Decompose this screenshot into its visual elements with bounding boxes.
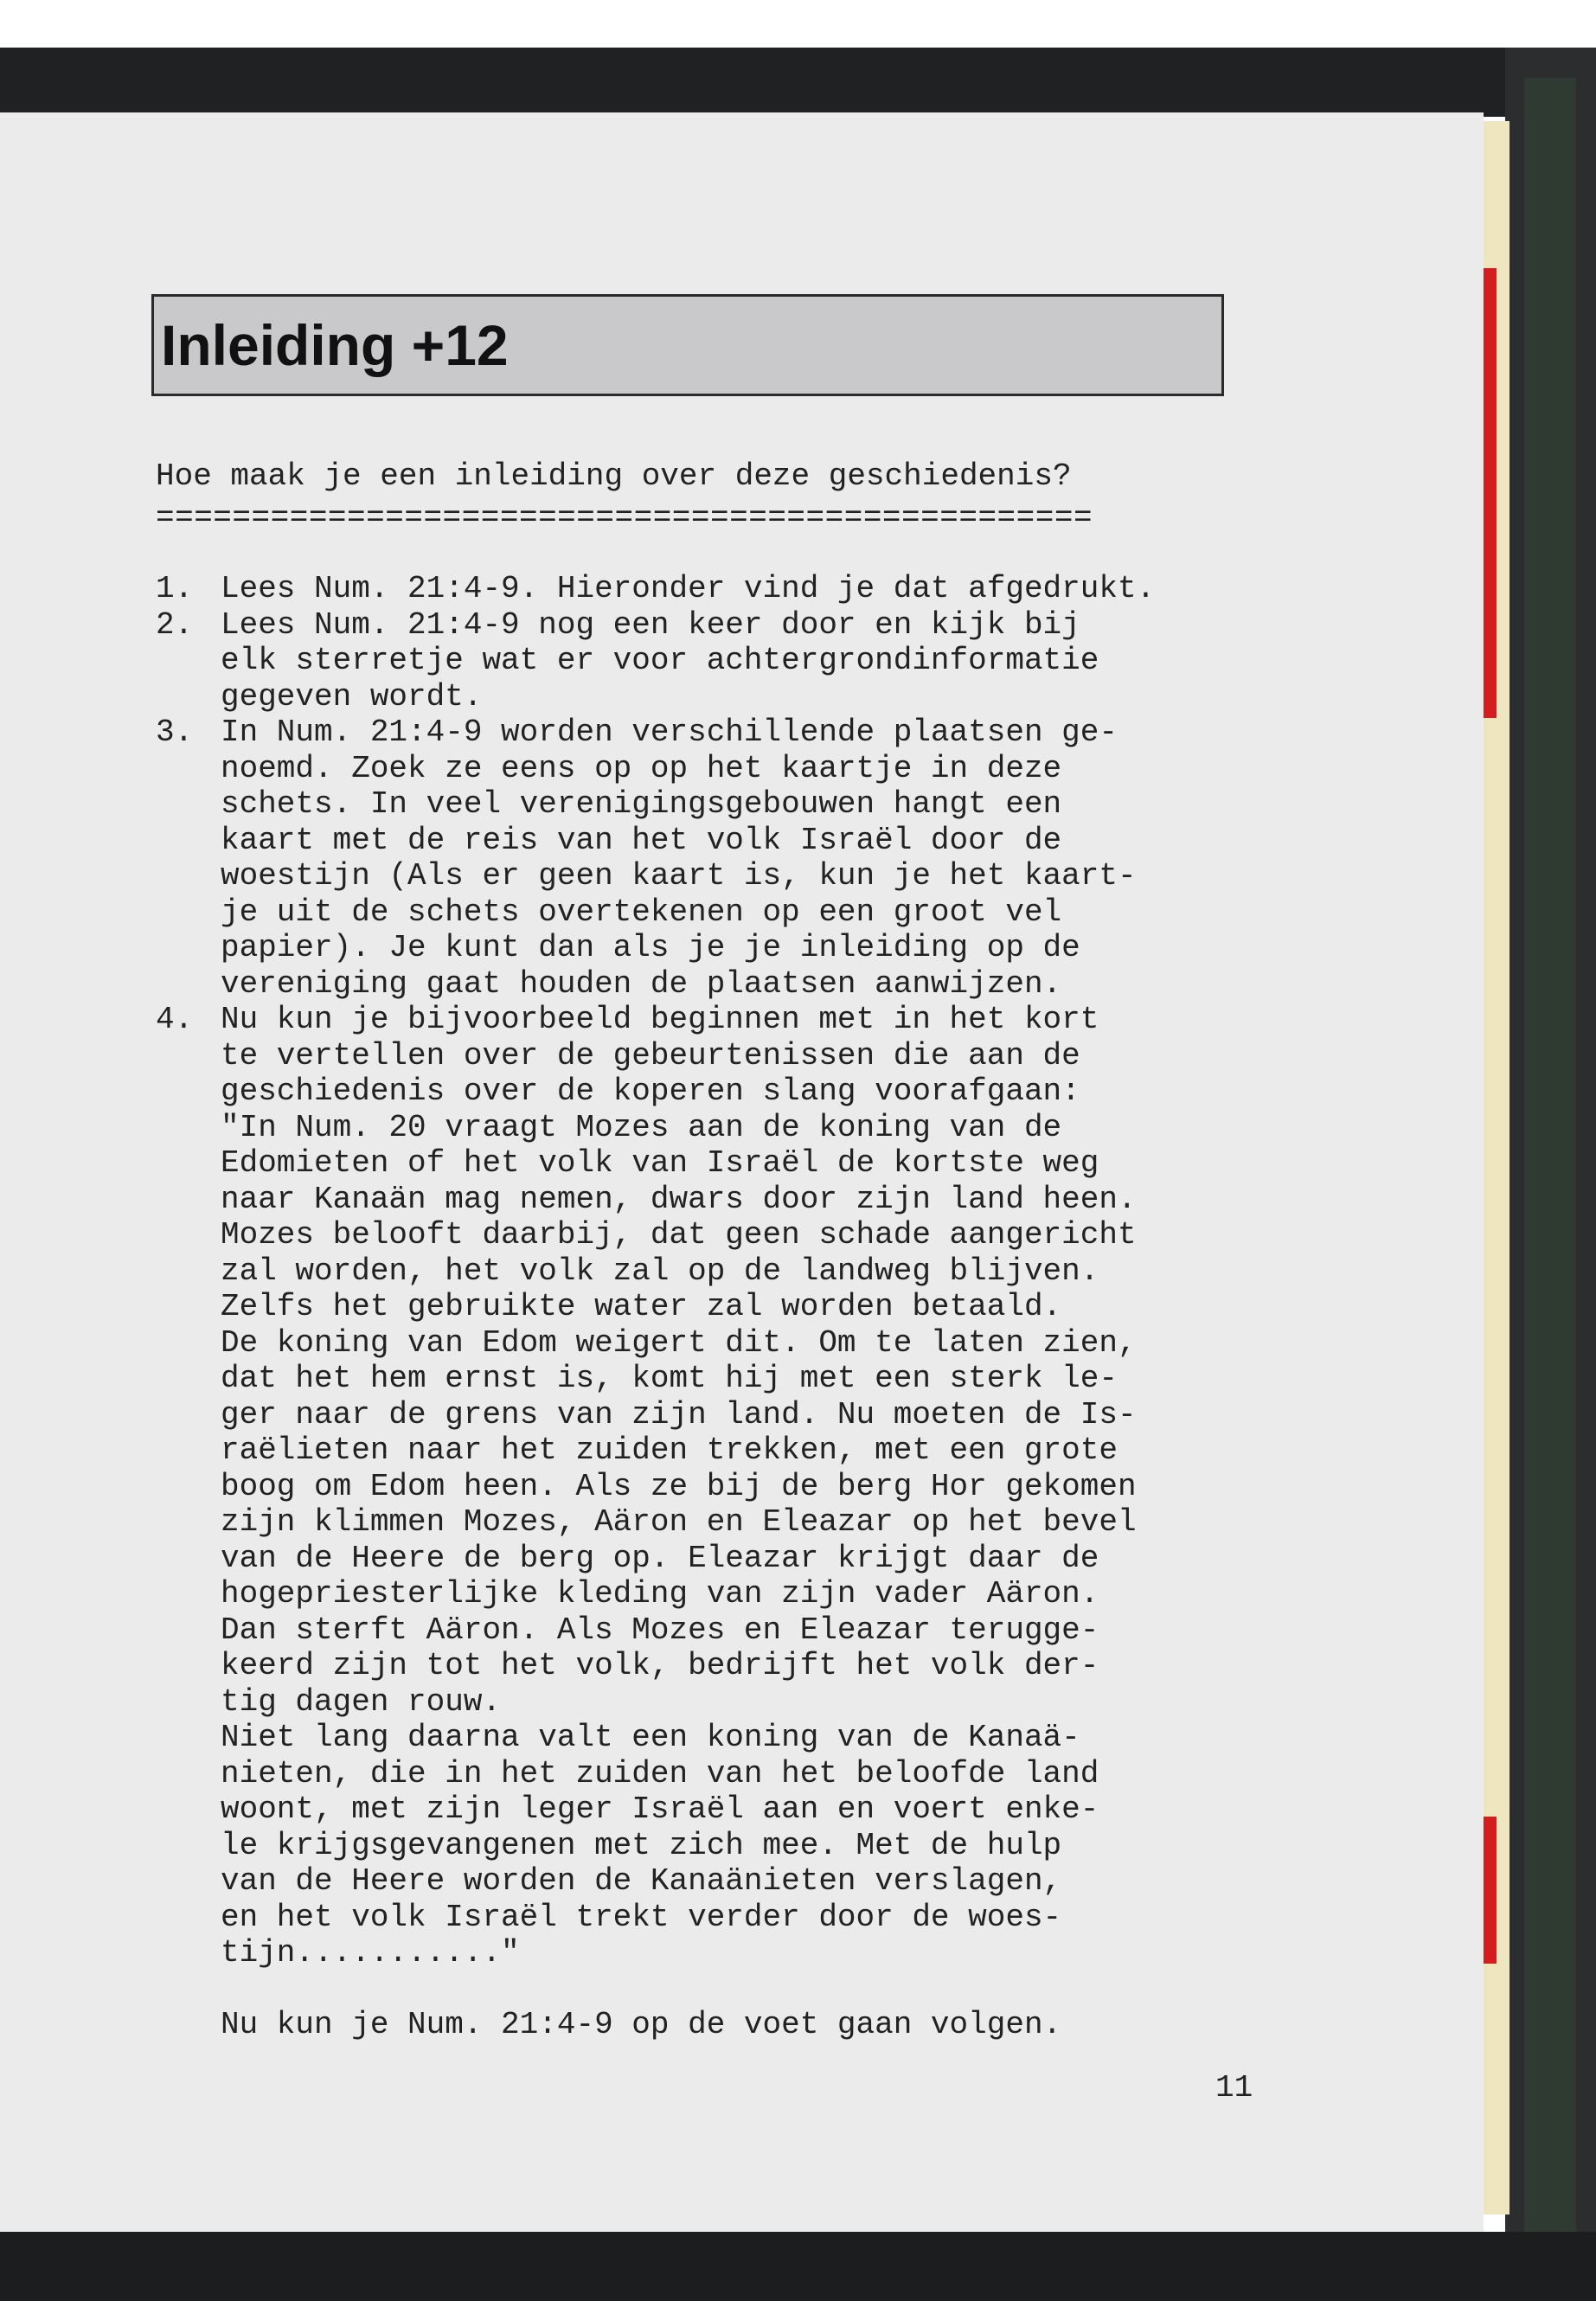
list-item bbox=[156, 571, 1156, 607]
section-heading: Inleiding +12 bbox=[161, 313, 509, 377]
list-item-line: woont, met zijn leger Israël aan en voert enke- bbox=[221, 1791, 1099, 1827]
list-item-line: De koning van Edom weigert dit. Om te laten zien, bbox=[221, 1324, 1137, 1361]
list-item-line: raëlieten naar het zuiden trekken, met een grote bbox=[221, 1433, 1118, 1468]
list-item-line: le krijgsgevangenen met zich mee. Met de hulp bbox=[221, 1827, 1062, 1863]
list-item-line: Edomieten of het volk van Israël de kortste weg bbox=[221, 1145, 1099, 1181]
list-item-line: noemd. Zoek ze eens op op het kaartje in deze bbox=[221, 750, 1062, 786]
list-item-number: 2. bbox=[156, 606, 194, 643]
list-item-line: te vertellen over de gebeurtenissen die aan de bbox=[221, 1037, 1080, 1074]
list-item-line: kaart met de reis van het volk Israël door de bbox=[221, 822, 1062, 858]
list-item-line: tijn..........." bbox=[221, 1935, 520, 1971]
scan-top-border bbox=[0, 48, 1596, 117]
list-item-line: Niet lang daarna valt een koning van de Kanaä- bbox=[221, 1720, 1080, 1755]
list-item-line: van de Heere de berg op. Eleazar krijgt daar de bbox=[221, 1540, 1099, 1576]
list-item bbox=[156, 606, 1099, 715]
intro-question: Hoe maak je een inleiding over deze geschiedenis? bbox=[156, 458, 1072, 494]
list-item-line: elk sterretje wat er voor achtergrondinformatie bbox=[221, 643, 1099, 678]
section-heading-box bbox=[151, 294, 1224, 396]
list-item-line: papier). Je kunt dan als je je inleiding op de bbox=[221, 930, 1080, 965]
list-item-line: Nu kun je bijvoorbeeld beginnen met in het kort bbox=[221, 1002, 1099, 1037]
list-item-line: dat het hem ernst is, komt hij met een sterk le- bbox=[221, 1361, 1118, 1396]
list-item-line: Dan sterft Aäron. Als Mozes en Eleazar terugge- bbox=[221, 1612, 1099, 1648]
list-item-line: Lees Num. 21:4-9. Hieronder vind je dat afgedrukt. bbox=[221, 571, 1156, 606]
list-item-line: In Num. 21:4-9 worden verschillende plaatsen ge- bbox=[221, 715, 1118, 750]
book-spine bbox=[1524, 78, 1576, 2232]
list-item-line: boog om Edom heen. Als ze bij de berg Hor gekomen bbox=[221, 1468, 1137, 1504]
list-item bbox=[156, 1002, 1137, 1971]
list-item-line: "In Num. 20 vraagt Mozes aan de koning van de bbox=[221, 1109, 1062, 1145]
closing-line: Nu kun je Num. 21:4-9 op de voet gaan volgen. bbox=[221, 2007, 1062, 2042]
list-item-line: en het volk Israël trekt verder door de woes- bbox=[221, 1899, 1062, 1935]
list-item-number: 3. bbox=[156, 715, 194, 750]
list-item-line: Lees Num. 21:4-9 nog een keer door en kijk bij bbox=[221, 606, 1080, 643]
list-item-line: ger naar de grens van zijn land. Nu moeten de Is- bbox=[221, 1396, 1137, 1433]
list-item-line: naar Kanaän mag nemen, dwars door zijn land heen. bbox=[221, 1181, 1137, 1217]
list-item bbox=[156, 715, 1137, 1002]
page-number: 11 bbox=[1215, 2070, 1253, 2106]
steps-list bbox=[156, 571, 1156, 1971]
list-item-line: vereniging gaat houden de plaatsen aanwijzen. bbox=[221, 965, 1062, 1002]
list-item-line: nieten, die in het zuiden van het beloofde land bbox=[221, 1755, 1099, 1791]
underline-rule: ================================================= bbox=[156, 500, 1093, 535]
list-item-line: zal worden, het volk zal op de landweg blijven. bbox=[221, 1253, 1099, 1289]
list-item-line: je uit de schets overtekenen op een groot vel bbox=[221, 894, 1062, 930]
list-item-line: tig dagen rouw. bbox=[221, 1683, 502, 1720]
list-item-line: hogepriesterlijke kleding van zijn vader Aäron. bbox=[221, 1576, 1099, 1612]
list-item-number: 1. bbox=[156, 571, 194, 606]
list-item-number: 4. bbox=[156, 1002, 194, 1037]
list-item-line: geschiedenis over de koperen slang voorafgaan: bbox=[221, 1074, 1080, 1109]
list-item-line: schets. In veel verenigingsgebouwen hangt een bbox=[221, 786, 1062, 822]
list-item-line: keerd zijn tot het volk, bedrijft het volk der- bbox=[221, 1648, 1099, 1683]
list-item-line: Zelfs het gebruikte water zal worden betaald. bbox=[221, 1289, 1062, 1324]
list-item-line: van de Heere worden de Kanaänieten verslagen, bbox=[221, 1863, 1062, 1899]
list-item-line: woestijn (Als er geen kaart is, kun je het kaart- bbox=[221, 858, 1137, 894]
list-item-line: gegeven wordt. bbox=[221, 678, 483, 715]
list-item-line: Mozes belooft daarbij, dat geen schade aangericht bbox=[221, 1217, 1137, 1253]
list-item-line: zijn klimmen Mozes, Aäron en Eleazar op het bevel bbox=[221, 1504, 1137, 1540]
scan-bottom-border bbox=[0, 2232, 1596, 2301]
